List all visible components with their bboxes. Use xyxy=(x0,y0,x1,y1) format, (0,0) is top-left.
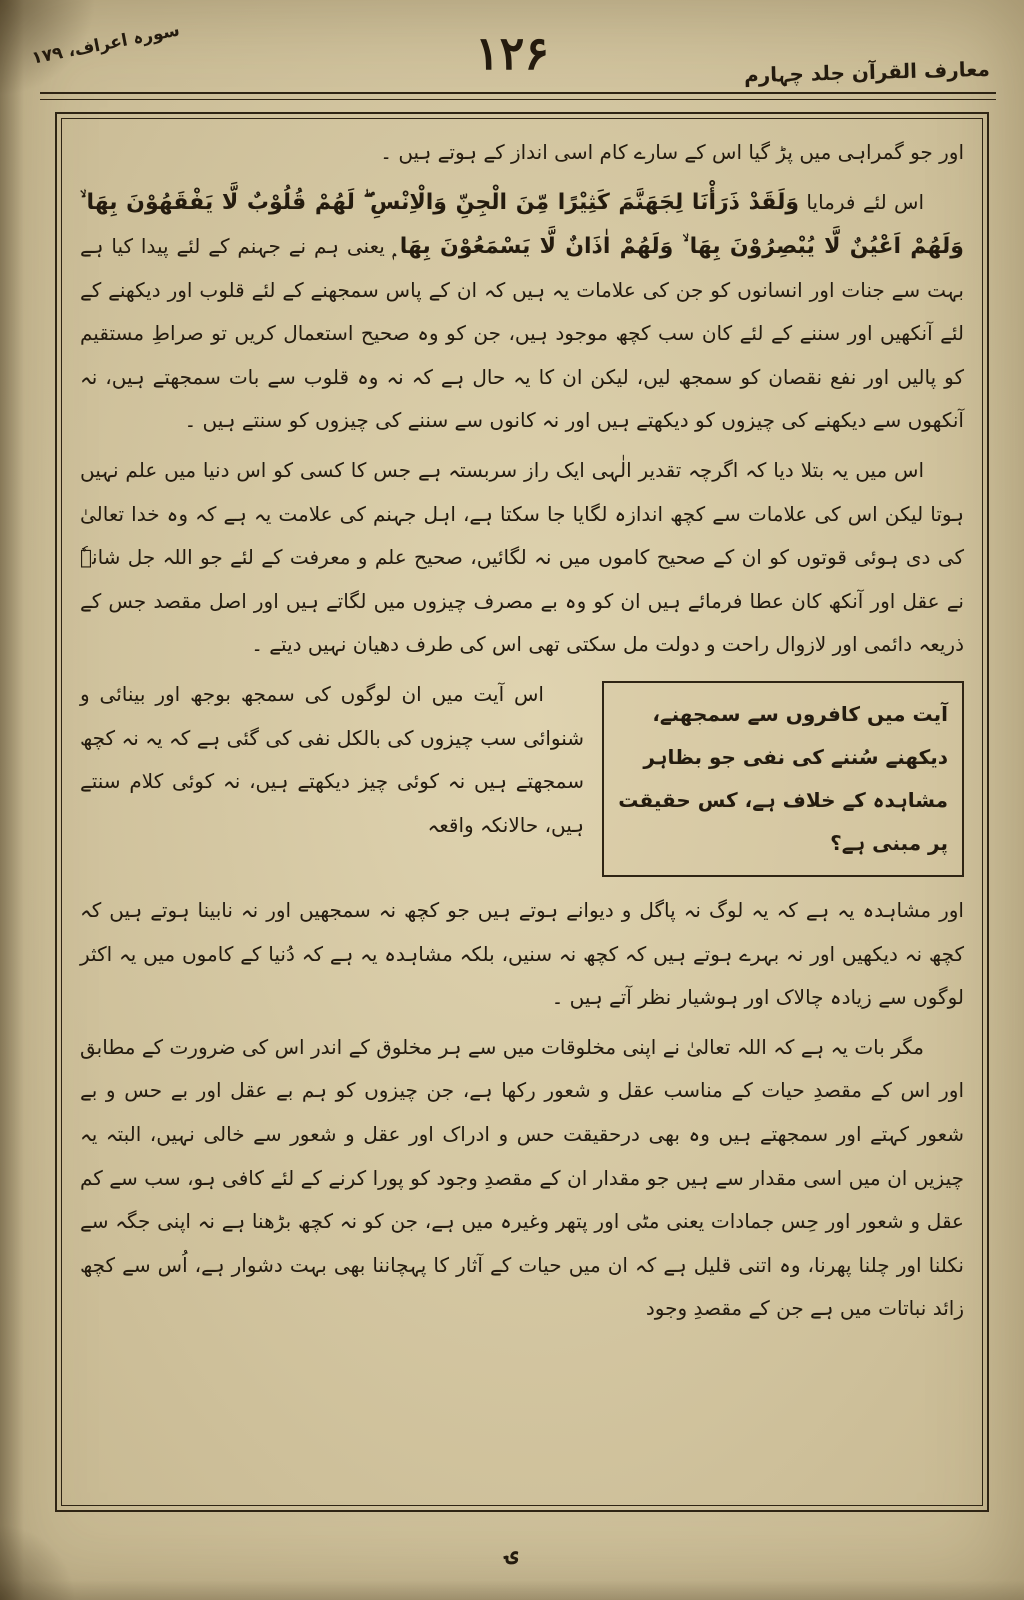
closing-paragraph: مگر بات یہ ہے کہ اللہ تعالیٰ نے اپنی مخلوقات میں سے ہر مخلوق کے اندر اس کی ضرورت کے مطابق اور اس کے مقصدِ حیات کے مناسب عقل و شعور رکھا ہے، جن چیزوں کو ہم بے عقل اور بے حس و بے شعور کہتے اور سمجھتے ہیں وہ بھی درحقیقت حس و ادراک اور عقل و شعور سے خالی نہیں، البتہ یہ چیزیں ان میں اسی مقدار سے ہیں جو مقدار ان کے مقصدِ وجود کو پورا کرنے کے لئے کافی ہو، سب سے کم عقل و شعور اور حِس جمادات یعنی مٹی اور پتھر وغیرہ میں ہے، جن کو نہ کچھ بڑھنا ہے نہ اپنی جگہ سے نکلنا اور چلنا پھرنا، وہ اتنی قلیل ہے کہ ان میں حیات کے آثار کا پہچاننا بھی بہت دشوار ہے، اُس سے کچھ زائد نباتات میں ہے جن کے مقصدِ وجود xyxy=(80,1034,964,1321)
paragraph-beside-box: اس آیت میں ان لوگوں کی سمجھ بوجھ اور بینائی و شنوائی سب چیزوں کی بالکل نفی کی گئی ہے کہ یہ نہ کچھ سمجھتے ہیں نہ کوئی چیز دیکھتے ہیں، نہ کوئی کلام سنتے ہیں، حالانکہ واقعہ xyxy=(80,681,584,837)
book-title-header: معارف القرآن جلد چہارم xyxy=(743,56,991,88)
observation-paragraph: اور مشاہدہ یہ ہے کہ یہ لوگ نہ پاگل و دیوانے ہوتے ہیں جو کچھ نہ سمجھیں اور نہ نابینا ہوتے ہیں کہ کچھ نہ دیکھیں اور نہ بہرے ہوتے ہیں کہ کچھ نہ سنیں، بلکہ مشاہدہ یہ ہے کہ دُنیا کے کاموں میں یہ اکثر لوگوں سے زیادہ چالاک اور ہوشیار نظر آتے ہیں ۔ xyxy=(80,897,964,1010)
catchword-mark: ۍ xyxy=(505,1541,519,1566)
section-heading-text: آیت میں کافروں سے سمجھنے، دیکھنے سُننے کی نفی جو بظاہر مشاہدہ کے خلاف ہے، کس حقیقت پر مبنی ہے؟ xyxy=(618,701,948,855)
paragraph-continuation: اور جو گمراہی میں پڑ گیا اس کے سارے کام اسی انداز کے ہوتے ہیں ۔ xyxy=(380,140,964,164)
page-number: ۱۲۶ xyxy=(474,26,550,80)
quran-verse-arabic: وَلَقَدْ ذَرَأْنَا لِجَهَنَّمَ كَثِيْرًا مِّنَ الْجِنِّ وَالْاِنْسِ ۖ لَهُمْ قُلُوْبٌ لَّا يَفْقَهُوْنَ بِهَا ۙ وَلَهُمْ اَعْيُنٌ لَّا يُبْصِرُوْنَ بِهَا ۙ وَلَهُمْ اٰذَانٌ لَّا يَسْمَعُوْنَ بِهَا ۭ xyxy=(80,189,964,259)
commentary-paragraph: اس میں یہ بتلا دیا کہ اگرچہ تقدیر الٰہی ایک راز سربستہ ہے جس کا کسی کو اس دنیا میں علم نہیں ہوتا لیکن اس کی علامات سے کچھ اندازہ لگایا جا سکتا ہے، اہل جہنم کی علامت یہ ہے کہ وہ خدا تعالیٰ کی دی ہوئی قوتوں کو ان کے صحیح کاموں میں نہ لگائیں، صحیح علم و معرفت کے لئے جو اللہ جل شانہٗ نے عقل اور آنکھ کان عطا فرمائے ہیں ان کو وہ بے مصرف چیزوں میں لگاتے ہیں اور اصل مقصد جس کے ذریعہ دائمی اور لازوال راحت و دولت مل سکتی تھی اس کی طرف دھیان نہیں دیتے ۔ xyxy=(80,457,964,657)
page-border-frame-inner xyxy=(61,118,983,1506)
paragraph-with-verse xyxy=(80,181,964,443)
section-heading-box xyxy=(602,681,964,877)
page-border-frame xyxy=(55,112,989,1512)
header-divider-rule xyxy=(40,92,996,100)
verse-translation-text: یعنی ہم نے جہنم کے لئے پیدا کیا ہے بہت سے جنات اور انسانوں کو جن کی علامات یہ ہیں کہ ان کے پاس سمجھنے کے لئے قلوب اور دیکھنے کے لئے آنکھیں اور سننے کے لئے کان سب کچھ موجود ہیں، جن کو وہ صحیح استعمال کریں تو صراطِ مستقیم کو پالیں اور نفع نقصان کو سمجھ لیں، لیکن ان کا یہ حال ہے کہ نہ وہ قلوب سے بات سمجھتے ہیں، نہ آنکھوں سے دیکھنے کی چیزوں کو دیکھتے ہیں اور نہ کانوں سے سننے کی چیزوں کو سنتے ہیں ۔ xyxy=(80,233,964,433)
verse-intro-text: اس لئے فرمایا xyxy=(799,189,925,214)
surah-reference-header: سورہ اعراف، ۱۷۹ xyxy=(30,20,182,69)
page-text xyxy=(80,131,964,1331)
